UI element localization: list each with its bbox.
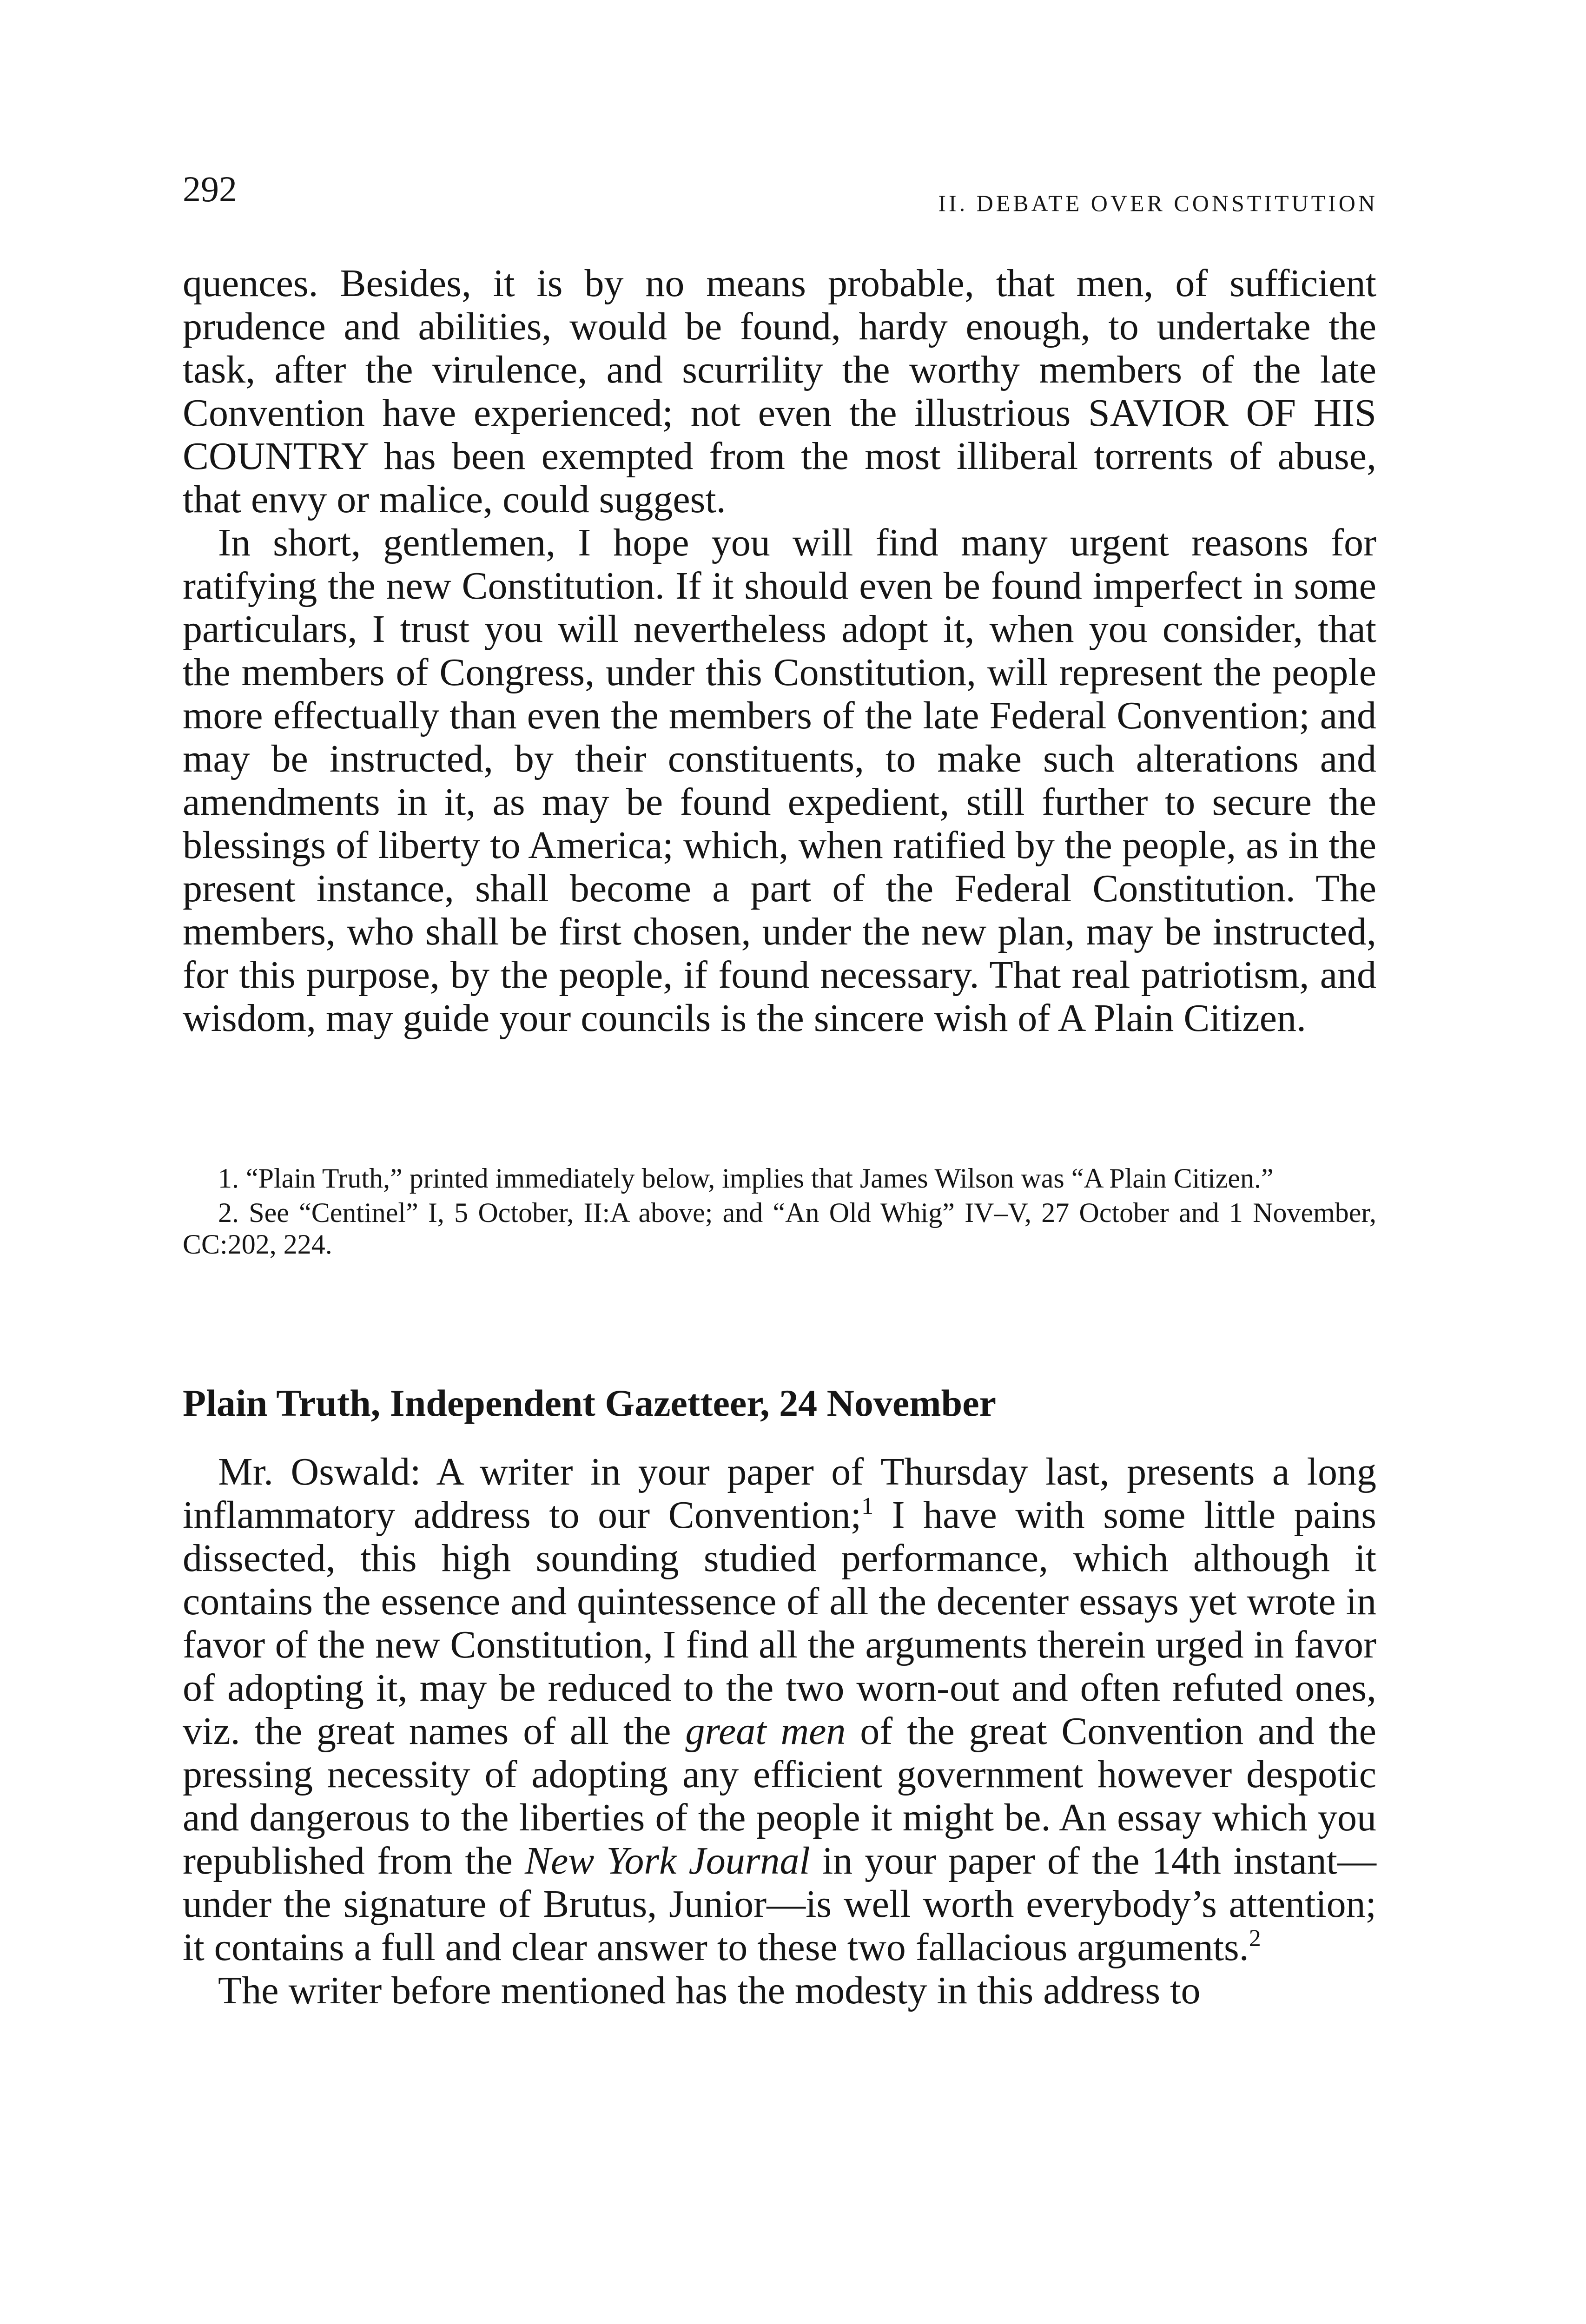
footnotes xyxy=(183,1162,1376,1263)
paragraph-oswald xyxy=(183,1450,1376,1969)
footnote-2: 2. See “Centinel” I, 5 October, II:A above; and “An Old Whig” IV–V, 27 October and 1 November, CC:202, 224. xyxy=(183,1197,1376,1260)
paragraph-continued: quences. Besides, it is by no means probable, that men, of sufficient prudence and abilities, would be found, hardy enough, to undertake the task, after the virulence, and scurrility the worthy members of the late Convention have experienced; not even the illustrious SAVIOR OF HIS COUNTRY has been exempted from the most illiberal torrents of abuse, that envy or malice, could suggest. xyxy=(183,262,1376,521)
running-head: II. DEBATE OVER CONSTITUTION xyxy=(938,190,1378,216)
italic-text: New York Journal xyxy=(525,1839,810,1882)
text-run: I have with some little pains dissected, this high sounding studied performance, which although it contains the essence and quintessence of all the decenter essays yet wrote in favor of the new Constitution, I find all the arguments therein urged in favor of adopting it, may be reduced to the two worn-out and often refuted ones, viz. the great names of all the xyxy=(183,1493,1376,1753)
footnote-marker-1: 1 xyxy=(861,1493,874,1519)
paragraph-closing: In short, gentlemen, I hope you will find many urgent reasons for ratifying the new Constitution. If it should even be found imperfect in some particulars, I trust you will nevertheless adopt it, when you consider, that the members of Congress, under this Constitution, will represent the people more effectually than even the members of the late Federal Convention; and may be instructed, by their constituents, to make such alterations and amendments in it, as may be found expedient, still further to secure the blessings of liberty to America; which, when ratified by the people, as in the present instance, shall become a part of the Federal Constitution. The members, who shall be first chosen, under the new plan, may be instructed, for this purpose, by the people, if found necessary. That real patriotism, and wisdom, may guide your councils is the sincere wish of A Plain Citizen. xyxy=(183,521,1376,1040)
section-heading: Plain Truth, Independent Gazetteer, 24 November xyxy=(183,1382,996,1424)
text-run: Mr. Oswald: A writer in your paper of Thursday last, presents a long inflammatory address to our Convention; xyxy=(183,1450,1376,1537)
footnote-1: 1. “Plain Truth,” printed immediately below, implies that James Wilson was “A Plain Citizen.” xyxy=(218,1163,1274,1194)
paragraph-writer: The writer before mentioned has the modesty in this address to xyxy=(218,1969,1201,2012)
page-number: 292 xyxy=(183,169,237,209)
plain-truth-text xyxy=(183,1450,1376,2012)
letter-continuation xyxy=(183,262,1376,1040)
text-run: in your paper of the 14th instant—under the signature of Brutus, Junior—is well worth everybody’s attention; it contains a full and clear answer to these two fallacious arguments. xyxy=(183,1839,1376,1969)
footnote-marker-2: 2 xyxy=(1249,1925,1261,1952)
text-run: of the great Convention and the pressing necessity of adopting any efficient government however despotic and dangerous to the liberties of the people it might be. An essay which you republished from the xyxy=(183,1710,1376,1882)
italic-text: great men xyxy=(685,1710,846,1753)
